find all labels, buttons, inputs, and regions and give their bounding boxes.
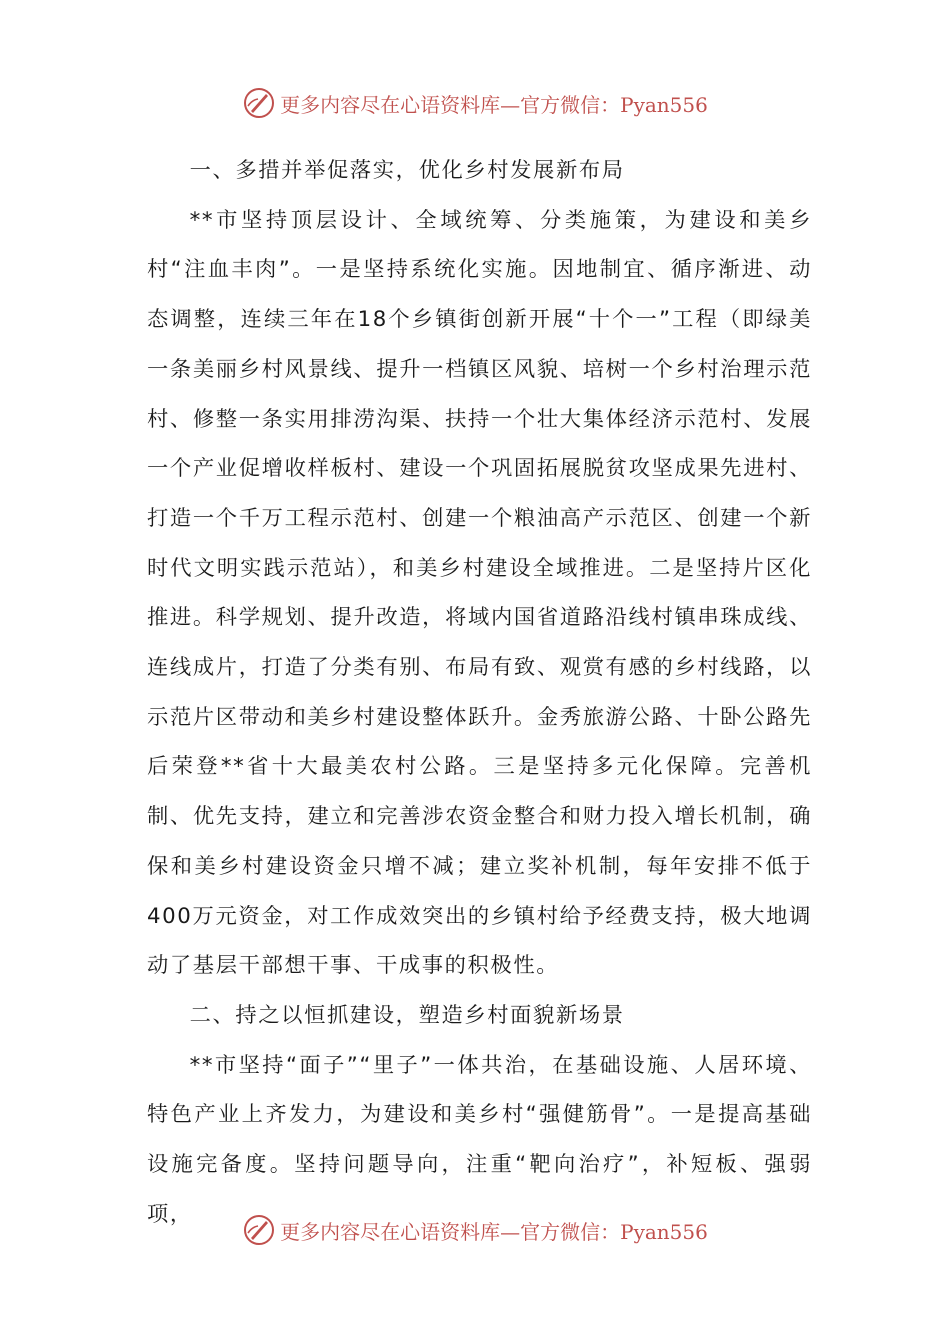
header-banner-text: 更多内容尽在心语资料库—官方微信：Pyan556 bbox=[280, 92, 708, 117]
section-heading-2: 二、持之以恒抓建设，塑造乡村面貌新场景 bbox=[189, 1002, 625, 1028]
body-paragraph-1: **市坚持顶层设计、全域统筹、分类施策，为建设和美乡村“注血丰肉”。一是坚持系统化实施。因地制宜、循序渐进、动态调整，连续三年在18个乡镇街创新开展“十个一”工程（即绿美一条美丽乡村风景线、提升一档镇区风貌、培树一个乡村治理示范村、修整一条实用排涝沟渠、扶持一个壮大集体经济示范村、发展一个产业促增收样板村、建设一个巩固拓展脱贫攻坚成果先进村、打造一个千万工程示范村、创建一个粮油高产示范区、创建一个新时代文明实践示范站），和美乡村建设全域推进。二是坚持片区化推进。科学规划、提升改造，将域内国省道路沿线村镇串珠成线、连线成片，打造了分类有别、布局有致、观赏有感的乡村线路，以示范片区带动和美乡村建设整体跃升。金秀旅游公路、十卧公路先后荣登**省十大最美农村公路。三是坚持多元化保障。完善机制、优先支持，建立和完善涉农资金整合和财力投入增长机制，确保和美乡村建设资金只增不减；建立奖补机制，每年安排不低于400万元资金，对工作成效突出的乡镇村给予经费支持，极大地调动了基层干部想干事、干成事的积极性。 bbox=[147, 207, 812, 979]
body-paragraph-2: **市坚持“面子”“里子”一体共治，在基础设施、人居环境、特色产业上齐发力，为建设和美乡村“强健筋骨”。一是提高基础设施完备度。坚持问题导向，注重“靶向治疗”，补短板、强弱项， bbox=[147, 1052, 812, 1227]
quill-pen-logo-icon bbox=[242, 1213, 276, 1247]
quill-pen-logo-icon bbox=[242, 86, 276, 120]
footer-banner bbox=[0, 1208, 950, 1252]
document-body bbox=[147, 146, 812, 1239]
footer-banner-text: 更多内容尽在心语资料库—官方微信：Pyan556 bbox=[280, 1219, 708, 1244]
section-heading-1: 一、多措并举促落实，优化乡村发展新布局 bbox=[189, 158, 625, 183]
header-banner bbox=[0, 81, 950, 125]
